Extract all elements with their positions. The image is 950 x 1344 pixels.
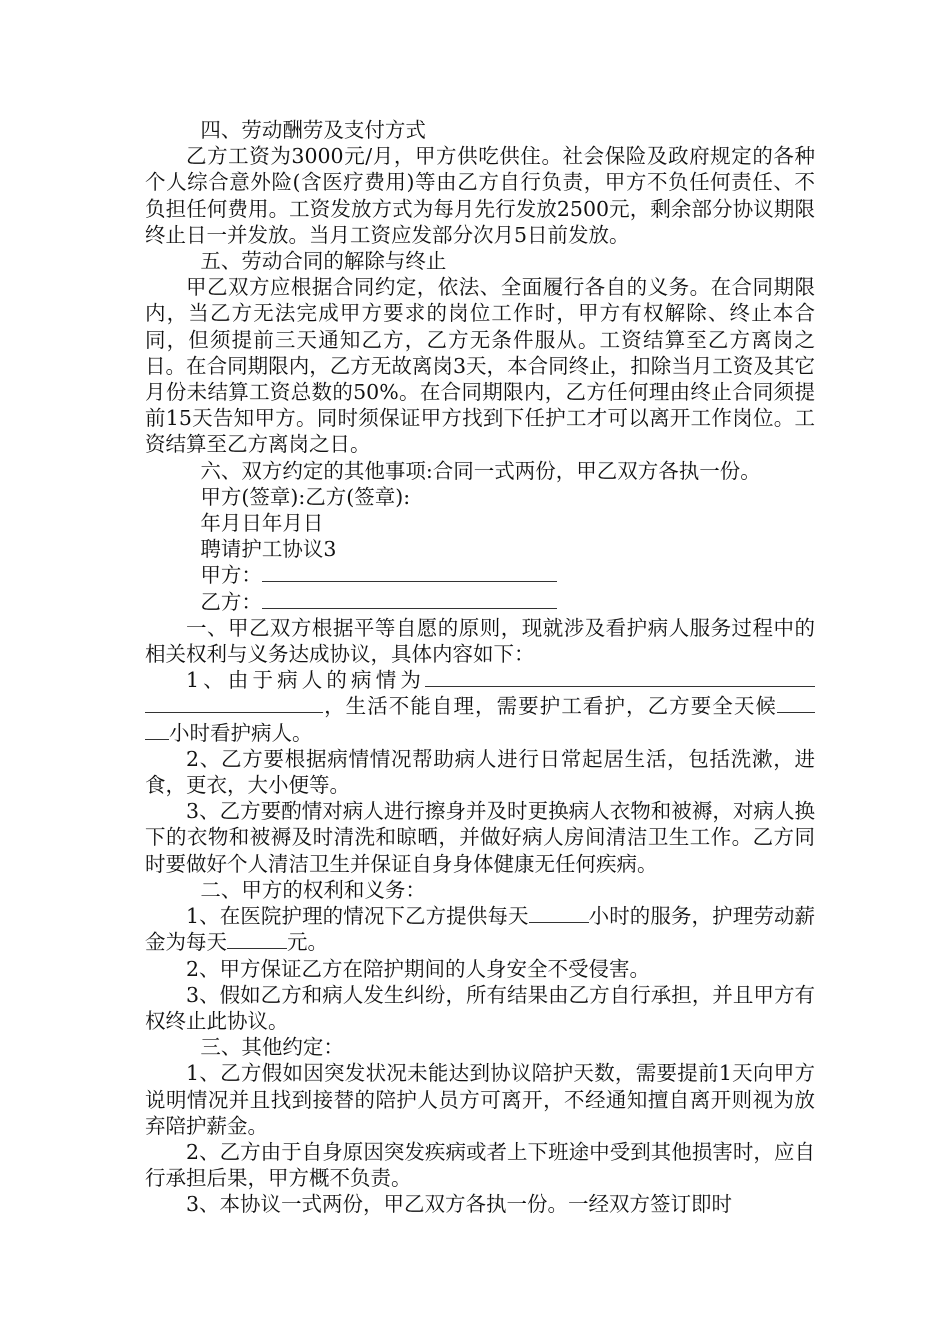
- clause-1-part-a: 1、由于病人的病情为: [186, 668, 425, 693]
- hours-blank-2: [145, 720, 169, 740]
- date-line: 年月日年月日: [200, 511, 324, 536]
- other-2: 2、乙方由于自身原因突发疾病或者上下班途中受到其他损害时，应自行承担后果，甲方概不负责。: [145, 1139, 815, 1191]
- daily-wage-blank: [227, 929, 287, 949]
- illness-blank-2: [145, 693, 323, 713]
- clause-1-part-c: 小时看护病人。: [169, 720, 313, 745]
- document-page: [145, 117, 815, 1218]
- section-5-heading: 五、劳动合同的解除与终止: [200, 249, 447, 274]
- other-3: 3、本协议一式两份，甲乙双方各执一份。一经双方签订即时: [186, 1192, 733, 1217]
- hours-blank-1: [777, 693, 815, 713]
- intro-clause: 一、甲乙双方根据平等自愿的原则，现就涉及看护病人服务过程中的相关权利与义务达成协议，具体内容如下：: [145, 615, 815, 667]
- party-b-blank: [262, 589, 557, 609]
- clause-3: 3、乙方要酌情对病人进行擦身并及时更换病人衣物和被褥，对病人换下的衣物和被褥及时清洗和晾晒，并做好病人房间清洁卫生工作。乙方同时要做好个人清洁卫生并保证自身身体健康无任何疾病。: [145, 799, 815, 876]
- party-a-blank: [262, 562, 557, 582]
- duty-1-part-c: 元。: [287, 930, 328, 955]
- clause-1: [145, 667, 815, 746]
- section-3-heading: 三、其他约定：: [200, 1035, 344, 1060]
- clause-2: 2、乙方要根据病情情况帮助病人进行日常起居生活，包括洗漱，进食，更衣，大小便等。: [145, 746, 815, 798]
- illness-blank-1: [425, 667, 815, 687]
- section-2-heading: 二、甲方的权利和义务：: [200, 877, 426, 902]
- party-b-line: [145, 589, 815, 615]
- section-4-body: 乙方工资为3000元/月，甲方供吃供住。社会保险及政府规定的各种个人综合意外险(含医疗费用)等由乙方自行负责，甲方不负任何责任、不负担任何费用。工资发放方式为每月先行发放2500元，剩余部分协议期限终止日一并发放。当月工资应发部分次月5日前发放。: [145, 144, 815, 247]
- section-6-text: 六、双方约定的其他事项:合同一式两份，甲乙双方各执一份。: [200, 458, 761, 483]
- other-1: 1、乙方假如因突发状况未能达到协议陪护天数，需要提前1天向甲方说明情况并且找到接替的陪护人员方可离开，不经通知擅自离开则视为放弃陪护薪金。: [145, 1061, 815, 1138]
- party-a-label: 甲方：: [200, 563, 262, 588]
- daily-hours-blank: [529, 903, 589, 923]
- party-b-label: 乙方：: [200, 589, 262, 614]
- duty-3: 3、假如乙方和病人发生纠纷，所有结果由乙方自行承担，并且甲方有权终止此协议。: [145, 982, 815, 1033]
- agreement-3-title: 聘请护工协议3: [200, 537, 337, 562]
- duty-1-part-a: 1、在医院护理的情况下乙方提供每天: [186, 904, 529, 929]
- duty-2: 2、甲方保证乙方在陪护期间的人身安全不受侵害。: [186, 956, 651, 981]
- clause-1-part-b: ，生活不能自理，需要护工看护，乙方要全天候: [323, 694, 777, 719]
- duty-1: [145, 903, 815, 955]
- duty-1-part-b: 小时的服务，护理劳动薪金为每天: [145, 904, 815, 955]
- section-5-body: 甲乙双方应根据合同约定，依法、全面履行各自的义务。在合同期限内，当乙方无法完成甲方要求的岗位工作时，甲方有权解除、终止本合同，但须提前三天通知乙方，乙方无条件服从。工资结算至乙方离岗之日。在合同期限内，乙方无故离岗3天，本合同终止，扣除当月工资及其它月份未结算工资总数的50%。在合同期限内，乙方任何理由终止合同须提前15天告知甲方。同时须保证甲方找到下任护工才可以离开工作岗位。工资结算至乙方离岗之日。: [145, 275, 815, 457]
- section-4-heading: 四、劳动酬劳及支付方式: [200, 118, 426, 142]
- party-a-line: [145, 562, 815, 588]
- signature-line: 甲方(签章):乙方(签章):: [200, 484, 411, 509]
